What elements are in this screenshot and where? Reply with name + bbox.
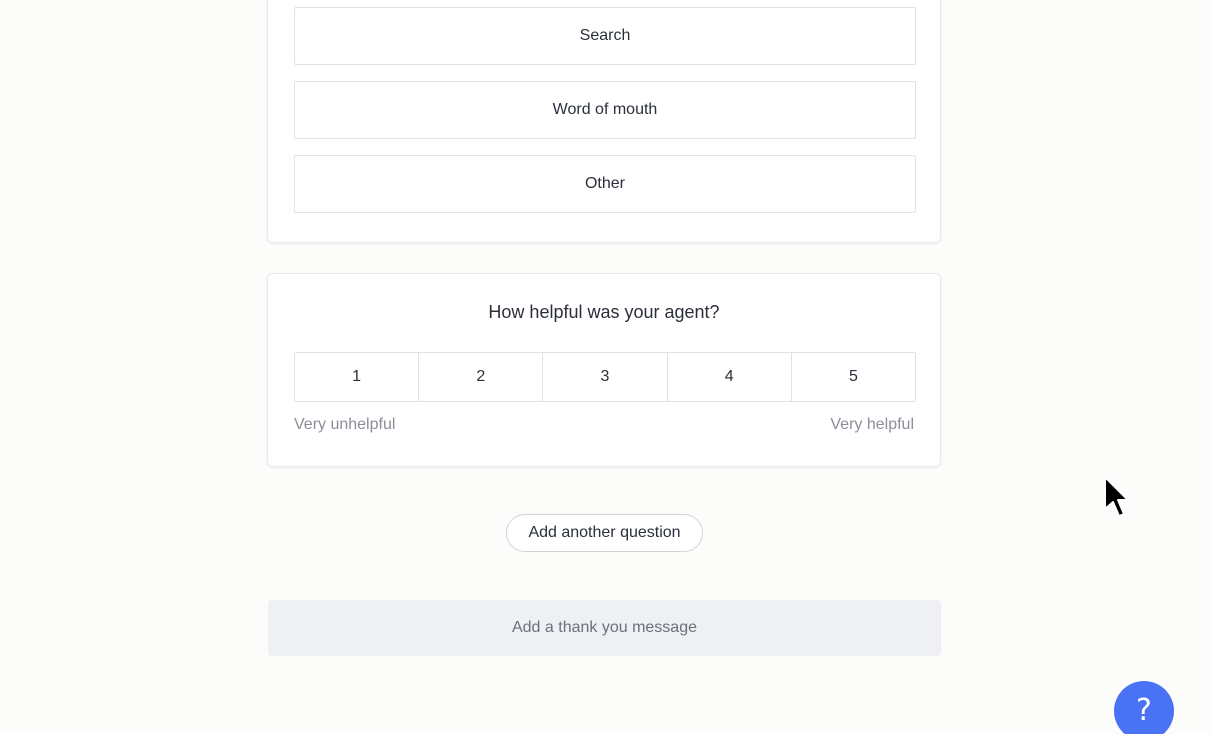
- help-button[interactable]: [1114, 681, 1174, 734]
- rating-option-4[interactable]: 4: [667, 353, 791, 401]
- question-title: How helpful was your agent?: [488, 302, 720, 322]
- add-question-button[interactable]: Add another question: [506, 514, 703, 552]
- scale-high-label: Very helpful: [830, 416, 914, 433]
- rating-scale: [294, 352, 916, 402]
- choice-option-search[interactable]: Search: [294, 7, 916, 65]
- add-thank-you-button[interactable]: Add a thank you message: [268, 600, 941, 656]
- choice-option-other[interactable]: Other: [294, 155, 916, 213]
- mouse-pointer-icon: [1103, 475, 1129, 519]
- scale-low-label: Very unhelpful: [294, 416, 396, 433]
- rating-option-3[interactable]: 3: [542, 353, 666, 401]
- question-mark-icon: ?: [1136, 692, 1152, 728]
- rating-option-2[interactable]: 2: [418, 353, 542, 401]
- rating-option-1[interactable]: 1: [352, 368, 362, 385]
- choices-question-card: [267, 0, 941, 243]
- rating-option-5[interactable]: 5: [791, 353, 915, 401]
- rating-question-card: [267, 273, 941, 467]
- choice-option-word-of-mouth[interactable]: Word of mouth: [294, 81, 916, 139]
